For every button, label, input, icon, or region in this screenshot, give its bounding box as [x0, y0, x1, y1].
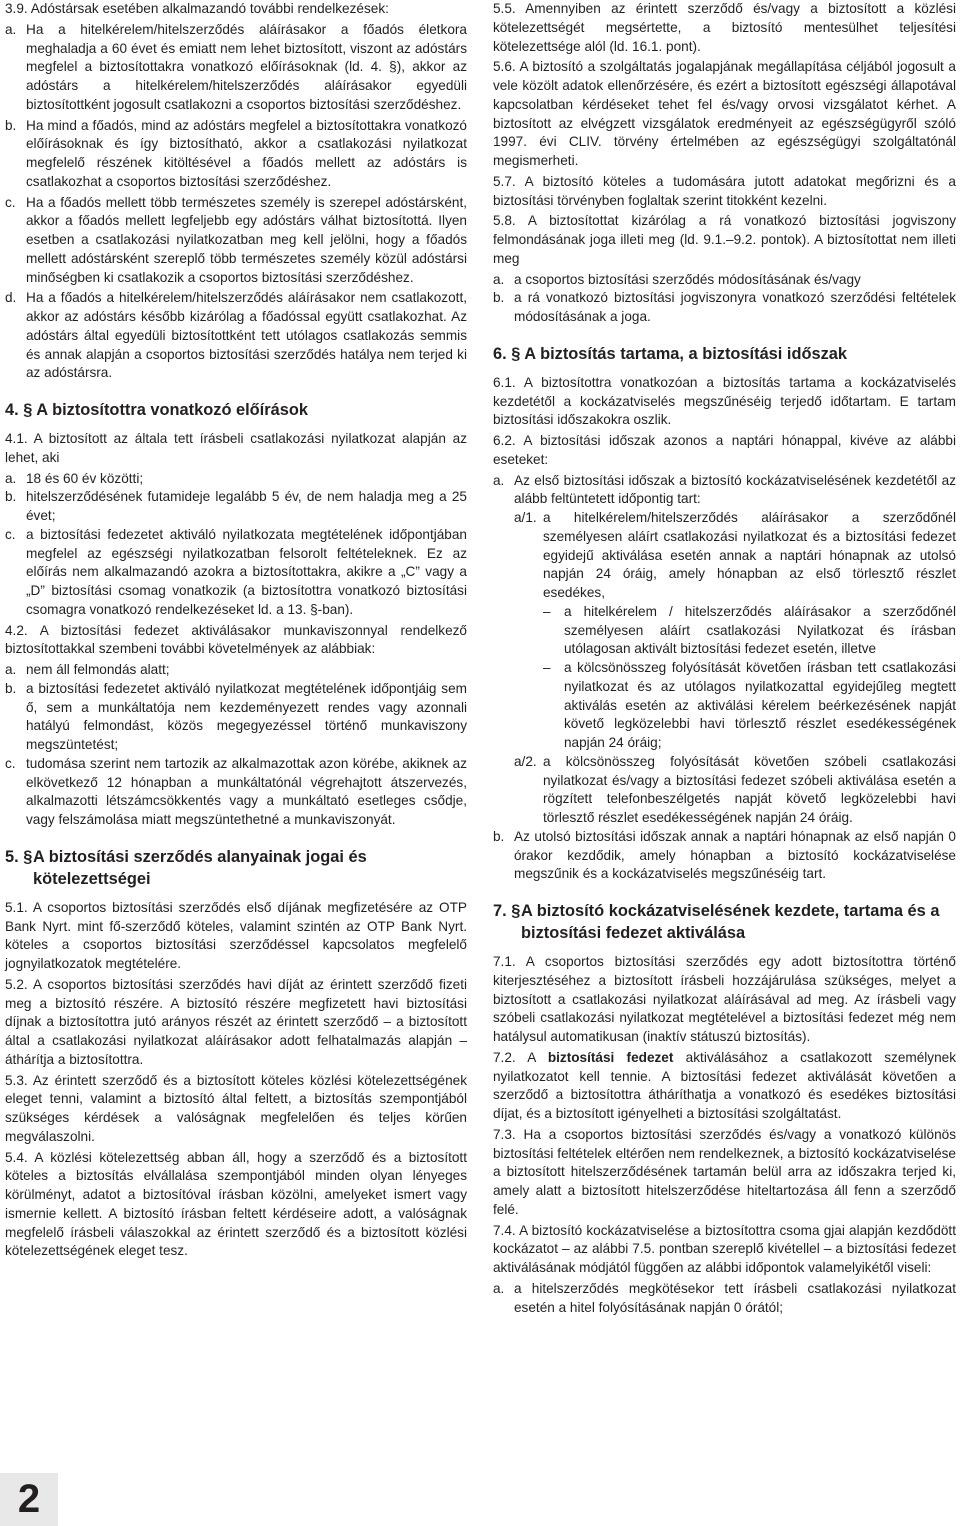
paragraph: 5.4. A közlési kötelezettség abban áll, hogy a szerződő és a biztosított köteles a biztosítás elvállalása szempontjából minden olyan lényeges körülményt, adatot a biztosítóval írásban közölni, amelyeket ismert vagy ismernie kellett. A biztosító írásban feltett kérdéseire adott, a valóságnak megfelelő írásbeli válaszokkal az érintett szerződő és a biztosított közlési kötelezettségének eleget tesz. [5, 1149, 467, 1259]
list-item: b. Ha mind a főadós, mind az adóstárs megfelel a biztosítottakra vonatkozó előírásoknak és így biztosítható, akkor a csatlakozási nyilatkozat megfelelő részének kitöltésével a főadós mellett az adóstárs is csatlakozhat a csoportos biztosítási szerződéshez. [5, 117, 467, 189]
list-item: – a hitelkérelem / hitelszerződés aláírásakor a szerződőnél személyesen aláírt csatlakozási Nyilatkozat és írásban utólagosan aktivált biztosítási fedezet esetén, illetve [543, 603, 956, 657]
list-item: c. Ha a főadós mellett több természetes személy is szerepel adóstársként, akkor a főadós mellett legfeljebb egy adóstárs válhat biztosítottá. Ilyen esetben a csatlakozási nyilatkozatban meg kell jelölni, hogy a főadós mellett adóstársként szereplő több természetes személy közül adóstársi minőségben ki csatlakozik a csoportos biztosítási szerződéshez. [5, 194, 467, 285]
section-6-heading: 6. § A biztosítás tartama, a biztosítási időszak [493, 344, 848, 363]
section-3-9-heading: 3.9. Adóstársak esetében alkalmazandó további rendelkezések: [5, 1, 389, 16]
list-item: c. tudomása szerint nem tartozik az alkalmazottak azon körébe, akiknek az elkövetkező 12 hónapban a munkáltatónál végrehajtott átszervezés, alkalmazotti létszámcsökkentés vagy a munkáltató esetleges csődje, vagy felszámolása miatt megszüntethetné a munkaviszonyát. [5, 755, 467, 827]
list-item: b. a biztosítási fedezetet aktiváló nyilatkozat megtételének időpontjáig sem ő, sem a munkáltatója nem kezdeményezett rendes vagy azonnali hatályú felmondást, közös megegyezéssel történő munkaviszony megszüntetést; [5, 680, 467, 752]
list-item: b. Az utolsó biztosítási időszak annak a naptári hónapnak az első napján 0 órakor kezdődik, amely hónapban a biztosító kockázatviselése megszűnik és a kockázatviselés megszűnéséig tart. [493, 828, 956, 882]
list-item: a. 18 és 60 év közötti; [5, 470, 144, 486]
paragraph: 5.8. A biztosítottat kizárólag a rá vonatkozó biztosítási jogviszony felmondásának joga illeti meg (ld. 9.1.–9.2. pontok). A biztosítottat nem illeti meg [493, 213, 956, 266]
list-item: c. a biztosítási fedezetet aktiváló nyilatkozata megtételének időpontjában megfelel az egészségi nyilatkozatban felsorolt feltételeknek. Ez az előírás nem alkalmazandó azokra a biztosítottakra, akikre a „C” vagy a „D” biztosítási csomag vonatkozik (a biztosítottra vonatkozó biztosítási csomagra vonatkozó rendelkezéseket ld. a 13. §-ban). [5, 526, 467, 617]
section-7-heading: 7. § A biztosító kockázatviselésének kezdete, tartama és a biztosítási fedezet aktiválása [493, 902, 940, 942]
list-item: a. a csoportos biztosítási szerződés módosításának és/vagy [493, 271, 861, 287]
list-item: a. Az első biztosítási időszak a biztosító kockázatviselésének kezdetétől az alább feltüntetett időpontig tart: [493, 472, 956, 507]
page-number: 2 [0, 1473, 58, 1526]
paragraph: 5.2. A csoportos biztosítási szerződés havi díját az érintett szerződő fizeti meg a biztosító részére. A biztosító részére megfizetett havi biztosítási díjnak a biztosítottra jutó arányos részét az érintett szerződő – a biztosított által a csatlakozási nyilatkozat aláírásakor adott felhatalmazás alapján – áthárítja a biztosítottra. [5, 976, 467, 1067]
list-item: b. hitelszerződésének futamideje legalább 5 év, de nem haladja meg a 25 évet; [5, 489, 467, 523]
paragraph: 5.6. A biztosító a szolgáltatás jogalapjának megállapítása céljából jogosult a vele közölt adatok ellenőrzésére, és ezért a biztosított egészségi állapotával kapcsolatban kérdéseket tehet fel és/vagy orvosi vizsgálatot kérhet. A biztosított az elvégzett vizsgálatok eredményeit az egészségügyről szóló 1997. évi CLIV. törvény értelmében az egészségügyi szolgáltatónál megismerheti. [493, 59, 956, 168]
list-item: a. a hitelszerződés megkötésekor tett írásbeli csatlakozási nyilatkozat esetén a hitel folyósításának napján 0 órától; [493, 1280, 956, 1315]
list-item: a/2. a kölcsönösszeg folyósítását követően szóbeli csatlakozási nyilatkozat és/vagy a biztosítási fedezet szóbeli aktiválása esetén a rögzített telefonbeszélgetés napját követő legközelebbi havi törlesztő részlet esedékességének napján 24 óráig. [514, 753, 956, 825]
paragraph: 5.1. A csoportos biztosítási szerződés első díjának megfizetésére az OTP Bank Nyrt. mint fő-szerződő köteles, valamint szintén az OTP Bank Nyrt. köteles a csoportos biztosítási szerződéssel kapcsolatos megfelelő jognyilatkozatok megtételére. [5, 899, 467, 971]
paragraph: 7.1. A csoportos biztosítási szerződés egy adott biztosítottra történő kiterjesztéséhez a biztosított írásbeli hozzájárulása szükséges, melyet a biztosított a csatlakozási nyilatkozat aláírásával ad meg. Az írásbeli vagy szóbeli csatlakozási nyilatkozat megtételével a biztosítási fedezet még nem hatálysul automatikusan (inaktív státuszú biztosítás). [493, 954, 956, 1044]
paragraph: 5.5. Amennyiben az érintett szerződő és/vagy a biztosított a közlési kötelezettségét megsértette, a biztosító mentesülhet teljesítési kötelezettsége alól (ld. 16.1. pont). [493, 1, 956, 54]
paragraph: 6.1. A biztosítottra vonatkozóan a biztosítás tartama a kockázatviselés kezdetétől a kockázatviselés megszűnéséig terjedő időtartam. E tartam biztosítási időszakokra oszlik. [493, 374, 956, 428]
paragraph: 5.7. A biztosító köteles a tudomására jutott adatokat megőrizni és a biztosítási törvényben foglaltak szerint titokként kezelni. [493, 173, 956, 208]
right-column [493, 0, 956, 1317]
paragraph: 4.2. A biztosítási fedezet aktiválásakor munkaviszonnyal rendelkező biztosítottakkal szembeni további követelmények az alábbiak: [5, 622, 467, 657]
section-5-heading: 5. § A biztosítási szerződés alanyainak jogai és kötelezettségei [5, 847, 367, 888]
list-item: – a kölcsönösszeg folyósítását követően írásban tett csatlakozási nyilatkozat és az utólagos nyilatkozattal egyidejűleg megtett aktiválás esetén az aktiválási kérelem beérkezésének napját követő legközelebbi havi törlesztő részlet esedékességének napján 24 óráig; [543, 660, 956, 750]
list-item: a/1. a hitelkérelem/hitelszerződés aláírásakor a szerződőnél személyesen aláírt csatlakozási nyilatkozat és a biztosítási fedezet egyidejű aktiválása esetén annak a naptári hónapnak az utolsó napján 24 óráig, amely hónapban az első törlesztő részlet esedékes, [514, 510, 956, 600]
list-item: a. Ha a hitelkérelem/hitelszerződés aláírásakor a főadós életkora meghaladja a 60 évet és emiatt nem lehet biztosított, viszont az adóstárs megfelel a biztosítottakra vonatkozó előírásoknak (ld. 4. §), akkor az adóstárs a hitelkérelem/hitelszerződés aláírásakor egyedüli biztosítottként jogosult csatlakozni a csoportos biztosítási szerződéshez. [5, 21, 467, 112]
paragraph: 7.3. Ha a csoportos biztosítási szerződés és/vagy a vonatkozó különös biztosítási feltételek eltérően nem rendelkeznek, a biztosító kockázatviselése a biztosított hitelszerződésének tartamán belül arra az időszakra terjed ki, amely alatt a biztosított hitelszerződése hiteltartozása áll fenn a szerződő felé. [493, 1126, 956, 1217]
left-column [5, 0, 467, 1263]
list-item: d. Ha a főadós a hitelkérelem/hitelszerződés aláírásakor nem csatlakozott, akkor az adóstárs később kizárólag a főadóssal együtt csatlakozhat. Az adóstárs által egyedüli biztosítottként tett utólagos csatlakozás semmis és annak alapján a csoportos biztosítási szerződés hatálya nem terjed ki az adóstársra. [5, 290, 467, 381]
paragraph: 5.3. Az érintett szerződő és a biztosított köteles közlési kötelezettségének eleget tenni, valamint a biztosító által feltett, a biztosítás szempontjából szükséges kérdések a valóságnak megfelelően és teljes körűen megválaszolni. [5, 1072, 467, 1144]
section-4-heading: 4. § A biztosítottra vonatkozó előírások [5, 401, 308, 419]
paragraph: 6.2. A biztosítási időszak azonos a naptári hónappal, kivéve az alábbi eseteket: [493, 433, 956, 467]
list-item: a. nem áll felmondás alatt; [5, 662, 170, 677]
paragraph: 7.2. A biztosítási fedezet aktiválásához a csatlakozott személynek nyilatkozatot kell tennie. A biztosítási fedezet aktiválását követően a szerződő a biztosítottra átháríthatja a vonatkozó és esedékes biztosítási díjat, és a biztosított igényelheti a biztosítási szolgáltatást. [493, 1049, 956, 1121]
paragraph: 4.1. A biztosított az általa tett írásbeli csatlakozási nyilatkozat alapján az lehet, aki [5, 431, 467, 465]
paragraph: 7.4. A biztosító kockázatviselése a biztosítottra csoma gjai alapján kezdődött kockázatot – az alábbi 7.5. pontban szereplő kivétellel – a biztosítási fedezet aktiválásának módjától függően az alábbi időpontok valamelyikétől viseli: [493, 1222, 956, 1275]
list-item: b. a rá vonatkozó biztosítási jogviszonyra vonatkozó szerződési feltételek módosításának a joga. [493, 290, 956, 324]
